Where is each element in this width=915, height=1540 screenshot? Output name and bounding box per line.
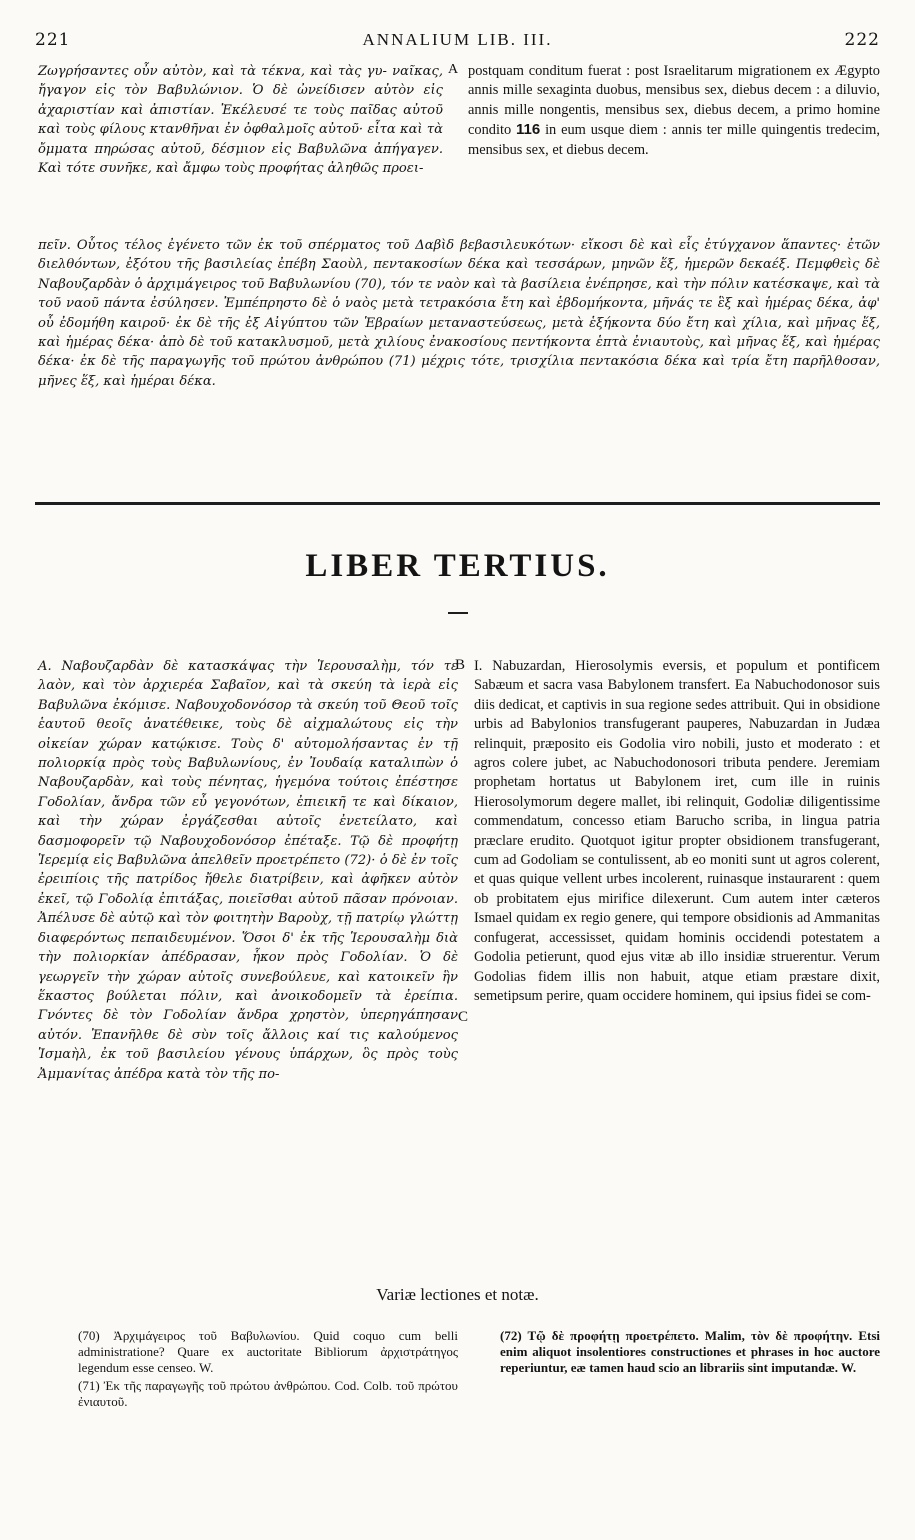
greek-column-top: Ζωγρήσαντες οὖν αὐτὸν, καὶ τὰ τέκνα, καὶ τὰς γυ- ναῖκας, ἤγαγον εἰς τὸν Βαβυλώνιον. Ὁ δὲ ὠνείδισεν αὐτὸν εἰς ἀχαριστίαν καὶ ἀπιστίαν. Ἐκέλευσέ τε τοὺς παῖδας αὐτοῦ καὶ τοὺς φίλους κτανθῆναι ἐν ὀφθαλμοῖς αὐτοῦ· εἶτα καὶ τὰ ὄμματα πηρώσας αὐτοῦ, δέσμιον εἰς Βαβυλῶνα ἀπήγαγεν. Καὶ τότε συνῆκε, καὶ ἄμφω τοὺς προφήτας ἀληθῶς προει-	[38, 64, 443, 177]
latin-column-top	[468, 62, 880, 160]
book-title: LIBER TERTIUS.	[305, 548, 610, 584]
latin-text-a: postquam conditum fuerat : post Israelitarum migrationem ex Ægypto annis mille sexaginta duobus, mensibus sex, diebus decem : a diluvio, annis mille nongentis, mensibus sex, diebus decem, a primo homine condito	[468, 63, 880, 139]
margin-number: 116	[516, 121, 541, 139]
note-71: (71) Ἐκ τῆς παραγωγῆς τοῦ πρώτου ἀνθρώπου. Cod. Colb. τοῦ πρώτου ἐνιαυτοῦ.	[78, 1378, 458, 1409]
latin-column-main: I. Nabuzardan, Hierosolymis eversis, et populum et pontificem Sabæum et sacra vasa Babylonem transfert. Ea Nabuchodonosor suis diis dedicat, et captivis in sua regione sedes attribuit. Qui in obsidione urbis ad Babylonios transfugerant pauperes, Nabuzardan in Judæa relinquit, præposito eis Godolia viro nobili, justo et moderato : et agros colere jubet, ac Nabuchodonosori tributa pendere. Jeremiam prophetam hortatus ut Babylonem iret, cum ille in ruinis Hierosolymorum degere mallet, ibi relinquit, Godoliæ diligentissime commendatum, concesso etiam Barucho scriba, in lingua patria præclare erudito. Quotquot igitur propter obsidionem transfugerant, cum ad Godoliam se contulissent, ab eo moniti sunt ut agros colerent, et quas quique vellent urbes incolerent, ruinasque instaurarent : quem ob probitatem ejus mirifice dilexerunt. Cum autem inter cæteros Ismael quidam ex regio genere, qui tempore obsidionis ad Ammanitas confugerat, accessisset, quidam hominis occidendi potestatem a Godolia petierunt, quod ejus vitæ ab illo insidiæ struerentur. Verum Godolias fidem illis non habuit, atque etiam præstare dixit, semetipsum perire, quam occidere hominem, qui ipsius fidei se com-	[474, 658, 880, 1004]
notes-left-column	[78, 1328, 458, 1412]
margin-marker-a: A	[448, 62, 459, 77]
note-70: (70) Ἀρχιμάγειρος τοῦ Βαβυλωνίου. Quid coquo cum belli administratione? Quare ex auctoritate Bibliorum ἀρχιστράτηγος legendum esse censeo. W.	[78, 1328, 458, 1375]
margin-marker-c: C	[458, 1009, 469, 1025]
page-number-left: 221	[35, 30, 71, 50]
latin-text-b: in eum usque diem : annis ter mille quingentis tredecim, mensibus sex, et diebus decem.	[468, 122, 880, 158]
notes-right-column	[500, 1328, 880, 1378]
margin-marker-b: B	[455, 657, 466, 673]
title-dash	[448, 612, 468, 614]
greek-full-width: πεῖν. Οὗτος τέλος ἐγένετο τῶν ἐκ τοῦ σπέρματος τοῦ Δαβὶδ βεβασιλευκότων· εἴκοσι δὲ καὶ εἷς ἐτύγχανον ἅπαντες· ἐτῶν διελθόντων, ἐξότου τῆς βασιλείας ἐπέβη Σαοὺλ, πεντακοσίων δέκα καὶ τεσσάρων, μηνῶν ἕξ, ἡμερῶν δεκαέξ. Πεμφθεὶς δὲ Ναβουζαρδὰν ὁ ἀρχιμάγειρος τοῦ Βαβυλωνίου (70), τόν τε ναὸν καὶ τὰ βασίλεια ἐνέπρησε, καὶ τὴν πόλιν κατέσκαψε, καὶ τὰ τοῦ ναοῦ πάντα ἐσύλησεν. Ἐμπέπρηστο δὲ ὁ ναὸς μετὰ τετρακόσια ἔτη καὶ ἑβδομήκοντα, μῆνάς τε ἓξ καὶ ἡμέρας δέκα, ἀφ' οὗ ἐδομήθη καιροῦ· ἐκ δὲ τῆς ἐξ Αἰγύπτου τῶν Ἑβραίων μεταναστεύσεως, μετὰ ἑξήκοντα δύο ἔτη καὶ χίλια, καὶ μῆνας ἕξ, καὶ ἡμέρας δέκα· ἀπὸ δὲ τοῦ κατακλυσμοῦ, μετὰ χιλίους ἐνακοσίους πεντήκοντα ἑπτὰ ἐνιαυτοὺς, καὶ μῆνας ἕξ, καὶ ἡμέρας δέκα· ἐκ δὲ τῆς παραγωγῆς τοῦ πρώτου ἀνθρώπου (71) μέχρις τότε, τρισχίλια πεντακόσια δέκα καὶ τρία ἔτη παρῆλθοσαν, μῆνες ἕξ, καὶ ἡμέραι δέκα.	[38, 238, 880, 389]
section-rule	[35, 502, 880, 505]
greek-column-main: A. Ναβουζαρδὰν δὲ κατασκάψας τὴν Ἱερουσαλὴμ, τόν τε λαὸν, καὶ τὸν ἀρχιερέα Σαβαῖον, καὶ τὰ σκεύη τὰ ἱερὰ εἰς Βαβυλῶνα ἐκόμισε. Ναβουχοδονόσορ τὰ σκεύη τοῦ Θεοῦ τοῖς ἑαυτοῦ θεοῖς ἀνατέθεικε, τοὺς δὲ αἰχμαλώτους εἰς τὴν οἰκείαν χώραν κατῴκισε. Τοὺς δ' αὐτομολήσαντας ἐν τῇ πολιορκίᾳ πρὸς τοὺς Βαβυλωνίους, ἐν Ἰουδαίᾳ καταλιπὼν ὁ Ναβουζαρδὰν, καὶ τοὺς πένητας, ἡγεμόνα τούτοις ἐπέστησε Γοδολίαν, ἄνδρα τῶν εὖ γεγονότων, ἐπιεικῆ τε καὶ δίκαιον, καὶ τὴν χώραν ἐργάζεσθαι αὐτοῖς ἐνετείλατο, καὶ δασμοφορεῖν τῷ Ναβουχοδονόσορ ἐπέταξε. Τῷ δὲ προφήτῃ Ἱερεμίᾳ εἰς Βαβυλῶνα ἀπελθεῖν προετρέπετο (72)· ὁ δὲ ἐν τοῖς ἐρειπίοις τῆς πατρίδος ἤθελε διατρίβειν, καὶ ἀφῆκεν αὐτὸν ἐκεῖ, τῷ Γοδολίᾳ ἐπιτάξας, ποιεῖσθαι αὐτοῦ πᾶσαν πρόνοιαν. Ἀπέλυσε δὲ αὐτῷ καὶ τὸν φοιτητὴν Βαροὺχ, τῇ πατρίῳ γλώττῃ διαφερόντως πεπαιδευμένον. Ὅσοι δ' ἐκ τῆς Ἱερουσαλὴμ διὰ τὴν πολιορκίαν ἀπέδρασαν, ἧκον πρὸς Γοδολίαν. Ὁ δὲ γεωργεῖν τὴν χώραν αὐτοῖς συνεβούλευε, καὶ κατοικεῖν ἣν ἕκαστος βούλεται πόλιν, καὶ ἀνοικοδομεῖν τὰ ἐρείπια. Γνόντες δὲ τὸν Γοδολίαν ἄνδρα χρηστὸν, ὑπερηγάπησαν αὐτόν. Ἐπανῆλθε δὲ σὺν τοῖς ἄλλοις καί τις καλούμενος Ἰσμαὴλ, ἐκ τοῦ βασιλείου γένους ὑπάρχων, ὃς πρὸς τοὺς Ἀμμανίτας ἀπέδρα κατὰ τὸν τῆς πο-	[38, 659, 458, 1082]
note-72: (72) Τῷ δὲ προφήτῃ προετρέπετο. Malim, τὸν δὲ προφήτην. Etsi enim aliquot insolentiores constructiones et phrases in hoc auctore reperiuntur, eæ tamen haud scio an librariis sint imputandæ. W.	[500, 1328, 880, 1375]
running-head	[35, 30, 880, 54]
running-title: ANNALIUM LIB. III.	[362, 30, 553, 49]
notes-heading: Variæ lectiones et notæ.	[376, 1285, 539, 1304]
page-number-right: 222	[844, 30, 880, 50]
